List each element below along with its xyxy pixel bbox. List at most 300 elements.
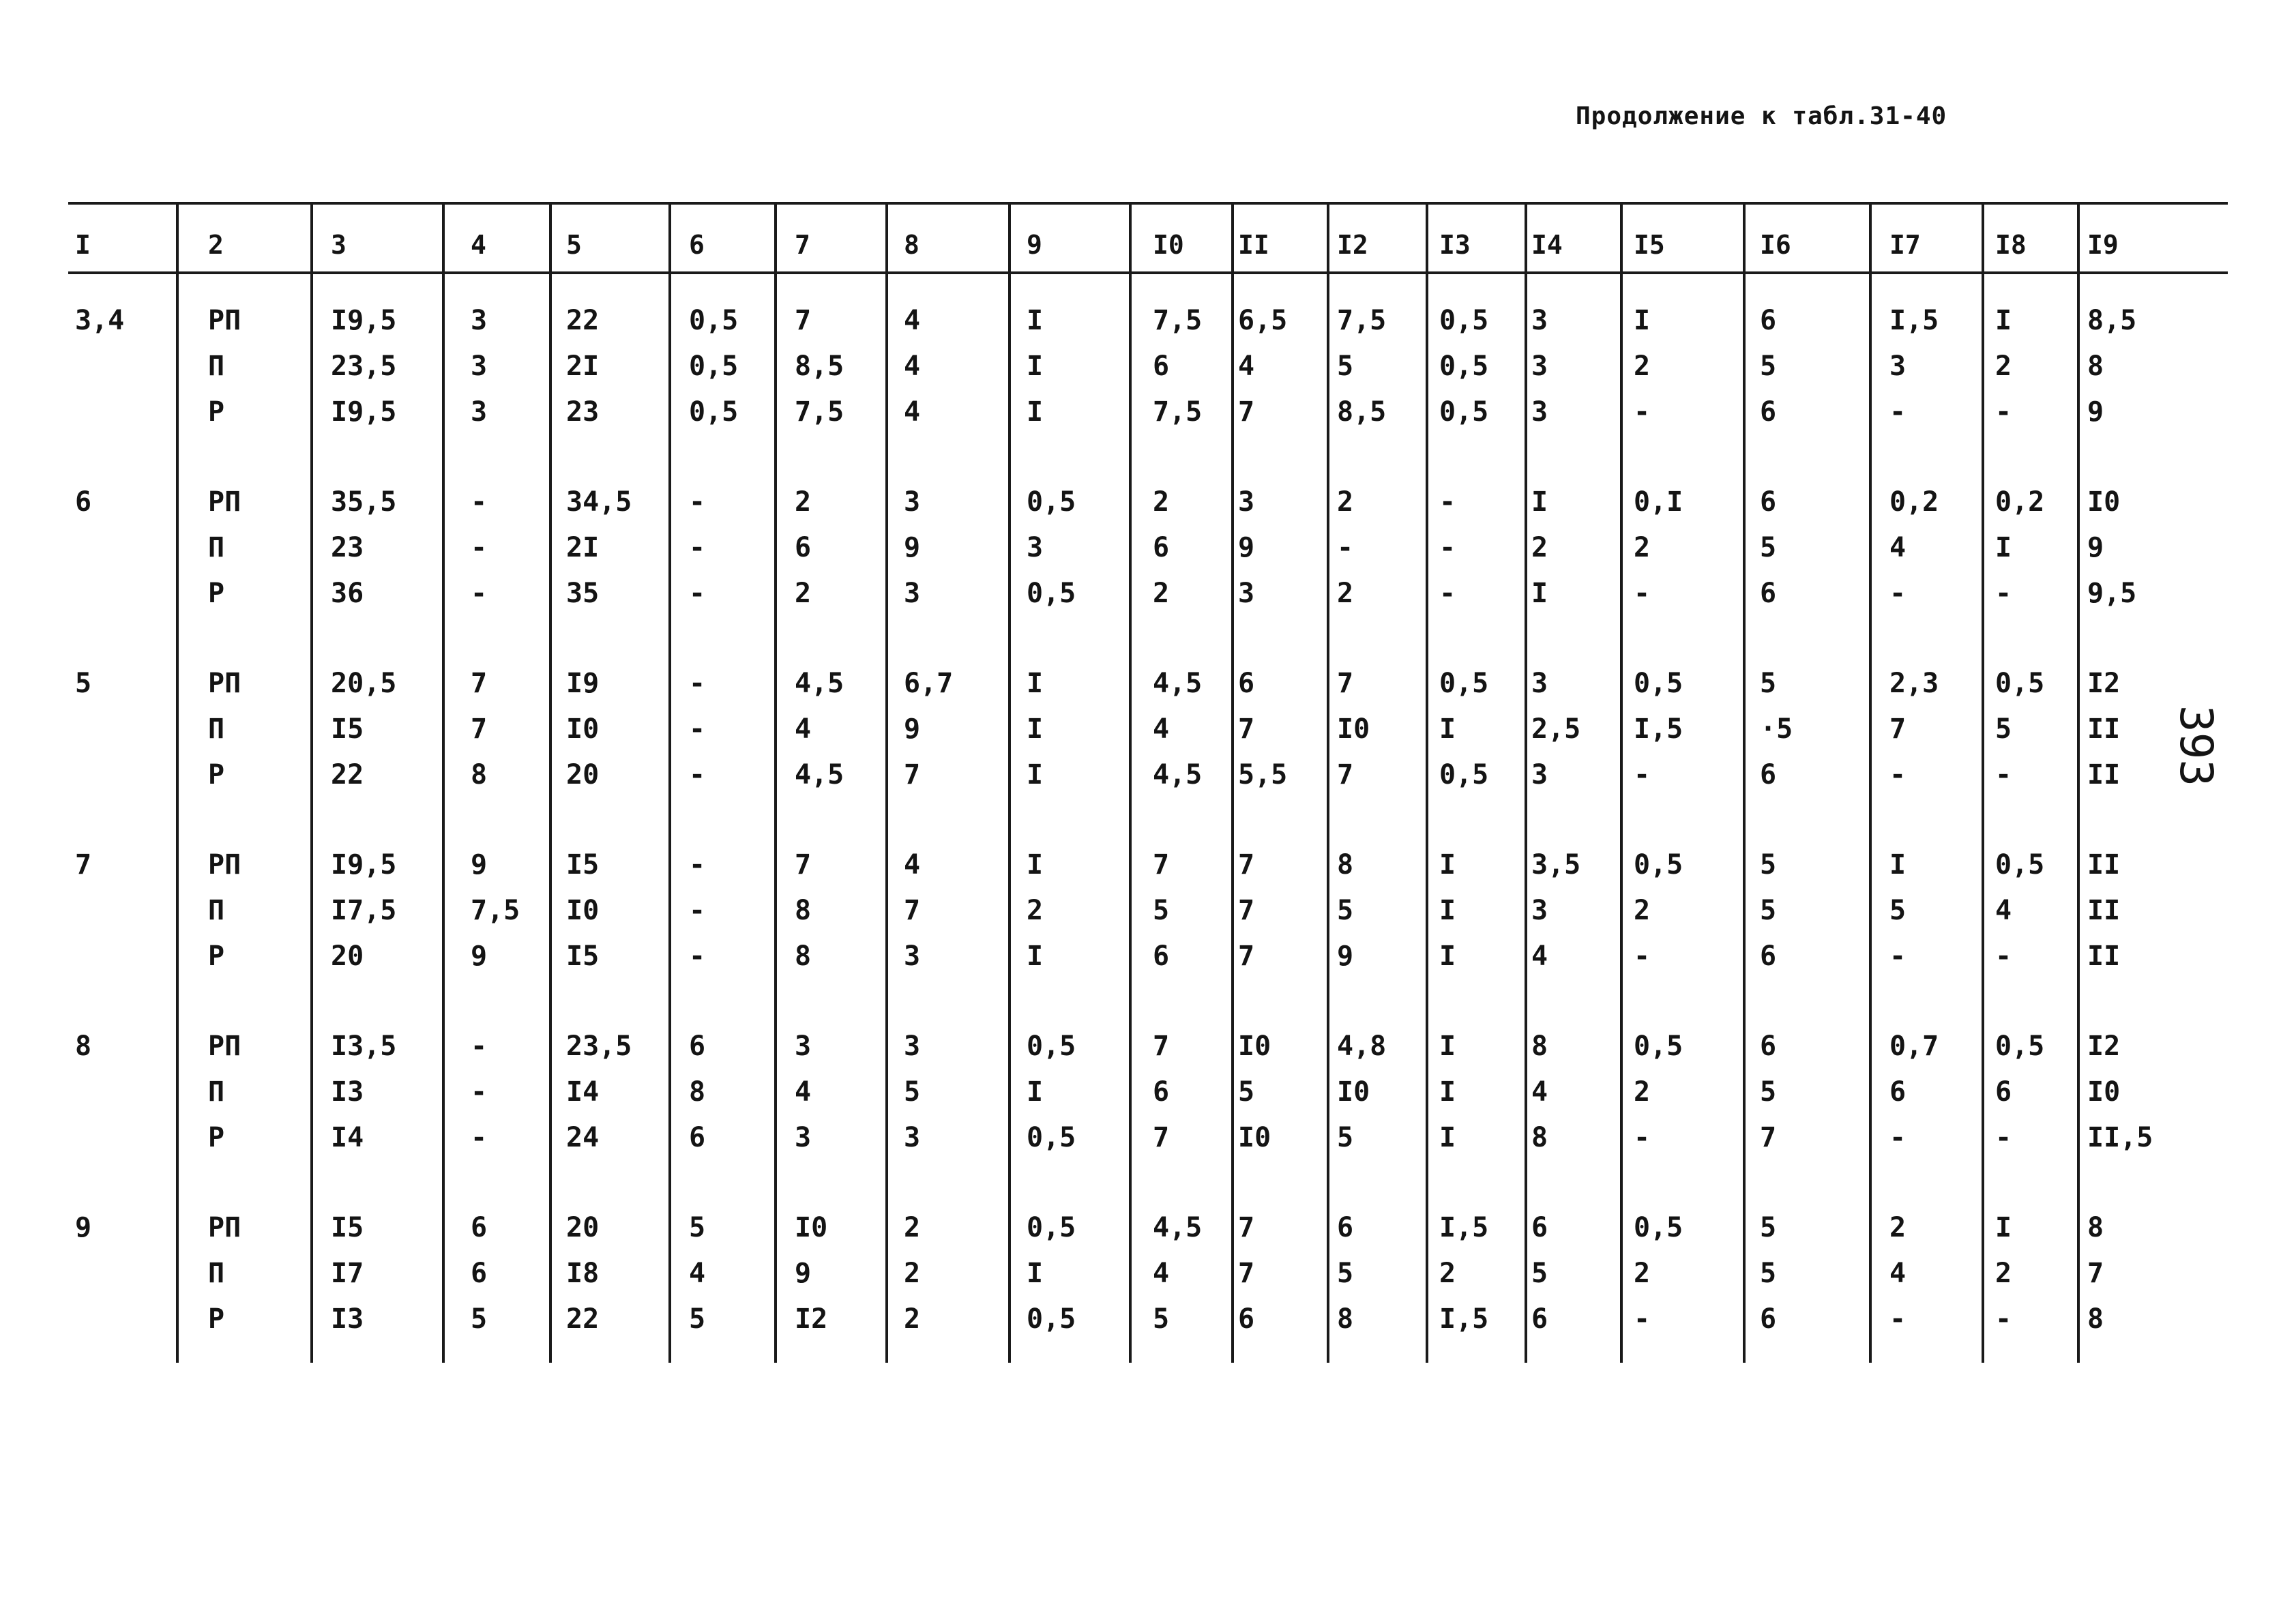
table-cell: 4 — [1889, 532, 1907, 563]
table-cell: I,5 — [1634, 713, 1683, 745]
table-cell: 9 — [471, 849, 488, 881]
table-cell: I9 — [566, 668, 600, 699]
table-cell: 5 — [1760, 668, 1777, 699]
table-cell: I — [1027, 713, 1044, 745]
header-bottom-rule — [68, 271, 2228, 274]
row-type: П — [208, 713, 225, 745]
table-cell: - — [689, 849, 706, 881]
table-cell: 6 — [471, 1258, 488, 1289]
table-cell: 5 — [904, 1076, 921, 1108]
table-cell: I — [1439, 1031, 1456, 1062]
table-cell: 5 — [1760, 895, 1777, 926]
table-cell: 7 — [1337, 759, 1354, 790]
table-cell: 5 — [1153, 895, 1170, 926]
table-cell: - — [1337, 532, 1354, 563]
column-divider — [176, 203, 179, 1363]
table-cell: - — [689, 532, 706, 563]
group-label: 6 — [75, 486, 92, 518]
column-divider — [1869, 203, 1872, 1363]
table-cell: 3 — [795, 1122, 812, 1153]
table-cell: 6,7 — [904, 668, 954, 699]
column-divider — [1231, 203, 1234, 1363]
table-cell: 7,5 — [1153, 305, 1203, 336]
table-cell: 3 — [1238, 578, 1255, 609]
table-cell: - — [1995, 396, 2012, 428]
table-cell: I — [1439, 895, 1456, 926]
table-cell: II — [2087, 713, 2121, 745]
table-cell: 22 — [566, 305, 600, 336]
table-cell: I8 — [566, 1258, 600, 1289]
table-cell: 7 — [1153, 1122, 1170, 1153]
table-cell: 0,2 — [1995, 486, 2045, 518]
group-label: 5 — [75, 668, 92, 699]
table-cell: 4 — [1531, 941, 1548, 972]
table-cell: - — [1439, 532, 1456, 563]
table-cell: 6 — [1889, 1076, 1907, 1108]
table-cell: 8 — [1337, 1303, 1354, 1335]
table-cell: I0 — [1337, 1076, 1370, 1108]
table-cell: I — [1439, 941, 1456, 972]
table-cell: I3,5 — [331, 1031, 397, 1062]
table-cell: 3,5 — [1531, 849, 1581, 881]
column-header: 4 — [471, 230, 486, 260]
table-cell: 6 — [1995, 1076, 2012, 1108]
table-cell: 7 — [1337, 668, 1354, 699]
table-cell: 7 — [1153, 849, 1170, 881]
column-header: 3 — [331, 230, 347, 260]
table-cell: 0,5 — [1027, 578, 1076, 609]
table-cell: 9 — [904, 713, 921, 745]
table-cell: 6 — [1238, 668, 1255, 699]
column-header: 8 — [904, 230, 919, 260]
table-cell: 0,5 — [1439, 305, 1489, 336]
table-cell: 7 — [1889, 713, 1907, 745]
table-cell: I7,5 — [331, 895, 397, 926]
table-cell: II — [2087, 941, 2121, 972]
table-cell: 0,5 — [1634, 1031, 1683, 1062]
table-cell: I,5 — [1889, 305, 1939, 336]
table-cell: 9 — [1337, 941, 1354, 972]
table-cell: 2 — [1337, 486, 1354, 518]
table-cell: 3 — [904, 941, 921, 972]
table-cell: I5 — [566, 849, 600, 881]
table-cell: 2 — [904, 1212, 921, 1243]
table-cell: 5 — [1337, 1122, 1354, 1153]
table-cell: 8 — [795, 895, 812, 926]
table-cell: II — [2087, 849, 2121, 881]
table-cell: 8 — [2087, 1303, 2104, 1335]
row-type: Р — [208, 1303, 225, 1335]
table-cell: I — [1027, 849, 1044, 881]
table-cell: 6 — [1238, 1303, 1255, 1335]
table-cell: - — [1889, 941, 1907, 972]
table-cell: 2I — [566, 351, 600, 382]
table-cell: 9 — [471, 941, 488, 972]
table-cell: I — [1439, 849, 1456, 881]
table-cell: 9,5 — [2087, 578, 2137, 609]
table-cell: 7,5 — [471, 895, 520, 926]
table-cell: 4 — [1531, 1076, 1548, 1108]
table-cell: 8 — [2087, 351, 2104, 382]
table-cell: 6 — [1531, 1212, 1548, 1243]
table-cell: I0 — [2087, 486, 2121, 518]
column-header: I9 — [2087, 230, 2119, 260]
table-cell: 6 — [795, 532, 812, 563]
row-type: П — [208, 351, 225, 382]
table-cell: I9,5 — [331, 849, 397, 881]
table-cell: - — [689, 895, 706, 926]
table-cell: 0,5 — [689, 351, 739, 382]
table-cell: 5 — [1531, 1258, 1548, 1289]
column-header: I4 — [1531, 230, 1563, 260]
table-cell: I — [1531, 578, 1548, 609]
table-cell: - — [1634, 759, 1651, 790]
table-cell: I2 — [2087, 1031, 2121, 1062]
table-cell: - — [1889, 1303, 1907, 1335]
table-cell: 8 — [1337, 849, 1354, 881]
table-cell: - — [471, 486, 488, 518]
table-cell: 7 — [1238, 849, 1255, 881]
row-type: Р — [208, 759, 225, 790]
table-cell: 2 — [1995, 1258, 2012, 1289]
table-cell: 35 — [566, 578, 600, 609]
table-cell: I — [1531, 486, 1548, 518]
table-cell: 4,5 — [795, 759, 844, 790]
table-cell: 4,5 — [1153, 759, 1203, 790]
column-divider — [549, 203, 552, 1363]
table-cell: 2 — [1634, 1258, 1651, 1289]
column-header: 9 — [1027, 230, 1042, 260]
table-cell: 2 — [1027, 895, 1044, 926]
column-header: I7 — [1889, 230, 1921, 260]
table-cell: 0,5 — [1027, 486, 1076, 518]
table-cell: 0,5 — [1027, 1122, 1076, 1153]
table-cell: 34,5 — [566, 486, 632, 518]
table-cell: 7 — [1238, 1212, 1255, 1243]
table-cell: I2 — [2087, 668, 2121, 699]
table-cell: 4,5 — [1153, 1212, 1203, 1243]
table-cell: I — [1027, 668, 1044, 699]
row-type: П — [208, 1076, 225, 1108]
table-cell: - — [689, 713, 706, 745]
page-number: 393 — [2170, 705, 2223, 787]
table-cell: I0 — [1238, 1031, 1271, 1062]
table-cell: 6 — [1760, 1031, 1777, 1062]
group-label: 3,4 — [75, 305, 125, 336]
row-type: Р — [208, 941, 225, 972]
table-cell: 8 — [1531, 1031, 1548, 1062]
table-cell: 5 — [1995, 713, 2012, 745]
table-cell: - — [1439, 578, 1456, 609]
table-cell: I,5 — [1439, 1212, 1489, 1243]
row-type: РП — [208, 668, 241, 699]
table-cell: 2 — [1995, 351, 2012, 382]
table-cell: 5 — [1760, 1258, 1777, 1289]
page-caption: Продолжение к табл.31-40 — [1576, 102, 1947, 130]
table-cell: 2 — [1337, 578, 1354, 609]
table-cell: I4 — [331, 1122, 364, 1153]
table-cell: 4 — [904, 849, 921, 881]
table-cell: 5 — [1889, 895, 1907, 926]
table-cell: 8 — [471, 759, 488, 790]
table-cell: 6 — [689, 1031, 706, 1062]
table-cell: 6 — [1337, 1212, 1354, 1243]
table-cell: 3 — [1531, 396, 1548, 428]
table-cell: 6 — [1760, 1303, 1777, 1335]
group-label: 8 — [75, 1031, 92, 1062]
table-cell: 4 — [1995, 895, 2012, 926]
table-cell: 3 — [471, 305, 488, 336]
table-cell: 5 — [1760, 1212, 1777, 1243]
table-cell: 23,5 — [331, 351, 397, 382]
table-cell: 2 — [795, 486, 812, 518]
table-cell: II,5 — [2087, 1122, 2153, 1153]
header-top-rule — [68, 202, 2228, 205]
table-cell: I0 — [566, 895, 600, 926]
table-cell: 9 — [2087, 532, 2104, 563]
table-cell: 0,5 — [1634, 1212, 1683, 1243]
table-cell: I — [1027, 351, 1044, 382]
table-cell: 4 — [1153, 1258, 1170, 1289]
table-cell: - — [1889, 578, 1907, 609]
table-cell: 8,5 — [795, 351, 844, 382]
table-cell: 4 — [795, 1076, 812, 1108]
column-header: I — [75, 230, 91, 260]
table-cell: 2,3 — [1889, 668, 1939, 699]
column-divider — [774, 203, 777, 1363]
table-cell: II — [2087, 895, 2121, 926]
table-cell: I0 — [566, 713, 600, 745]
table-cell: 3 — [1238, 486, 1255, 518]
table-cell: 7 — [1238, 941, 1255, 972]
table-cell: - — [689, 668, 706, 699]
table-cell: 3 — [471, 396, 488, 428]
table-cell: 6,5 — [1238, 305, 1288, 336]
table-cell: 7 — [2087, 1258, 2104, 1289]
table-cell: - — [1995, 759, 2012, 790]
table-cell: 4 — [795, 713, 812, 745]
table-cell: - — [1634, 396, 1651, 428]
table-cell: 24 — [566, 1122, 600, 1153]
table-cell: 7 — [1238, 1258, 1255, 1289]
table-cell: 2 — [795, 578, 812, 609]
table-cell: 5 — [471, 1303, 488, 1335]
table-cell: - — [689, 578, 706, 609]
table-cell: I — [1027, 1258, 1044, 1289]
table-cell: 6 — [1760, 396, 1777, 428]
row-type: Р — [208, 1122, 225, 1153]
table-cell: - — [471, 1122, 488, 1153]
table-cell: 3 — [1531, 759, 1548, 790]
table-cell: 6 — [1153, 532, 1170, 563]
table-cell: 23,5 — [566, 1031, 632, 1062]
table-cell: - — [1995, 1303, 2012, 1335]
table-cell: I — [1027, 941, 1044, 972]
table-cell: 7 — [1760, 1122, 1777, 1153]
table-cell: 3 — [1531, 305, 1548, 336]
table-cell: - — [689, 941, 706, 972]
column-divider — [1008, 203, 1011, 1363]
column-header: I0 — [1153, 230, 1184, 260]
table-cell: 6 — [1153, 941, 1170, 972]
table-cell: - — [1995, 578, 2012, 609]
table-cell: 9 — [2087, 396, 2104, 428]
table-cell: 0,7 — [1889, 1031, 1939, 1062]
column-divider — [2077, 203, 2080, 1363]
table-cell: I5 — [566, 941, 600, 972]
table-cell: 4 — [1153, 713, 1170, 745]
table-cell: - — [471, 1031, 488, 1062]
table-cell: 7,5 — [795, 396, 844, 428]
table-cell: 9 — [904, 532, 921, 563]
table-cell: 8,5 — [2087, 305, 2137, 336]
table-cell: 0,5 — [1634, 668, 1683, 699]
table-cell: 7 — [904, 895, 921, 926]
table-cell: 3 — [795, 1031, 812, 1062]
table-cell: 4,5 — [795, 668, 844, 699]
table-cell: 0,5 — [1995, 1031, 2045, 1062]
table-cell: 9 — [795, 1258, 812, 1289]
table-cell: 5 — [1760, 1076, 1777, 1108]
table-cell: 4 — [904, 396, 921, 428]
table-cell: I7 — [331, 1258, 364, 1289]
table-cell: 0,2 — [1889, 486, 1939, 518]
table-cell: I4 — [566, 1076, 600, 1108]
group-label: 7 — [75, 849, 92, 881]
table-cell: 20,5 — [331, 668, 397, 699]
table-cell: 0,5 — [689, 305, 739, 336]
table-cell: 7 — [1238, 895, 1255, 926]
table-cell: 2 — [904, 1303, 921, 1335]
column-divider — [310, 203, 313, 1363]
table-cell: 0,5 — [1439, 668, 1489, 699]
table-cell: 2I — [566, 532, 600, 563]
table-cell: 8 — [795, 941, 812, 972]
table-cell: I — [1634, 305, 1651, 336]
table-cell: I0 — [2087, 1076, 2121, 1108]
table-cell: 4 — [904, 305, 921, 336]
table-cell: 6 — [1153, 351, 1170, 382]
table-cell: 3 — [1531, 668, 1548, 699]
column-divider — [1982, 203, 1984, 1363]
table-cell: 2,5 — [1531, 713, 1581, 745]
table-cell: 3 — [1889, 351, 1907, 382]
table-cell: 23 — [331, 532, 364, 563]
table-cell: - — [1439, 486, 1456, 518]
table-cell: ·5 — [1760, 713, 1793, 745]
table-cell: 2 — [1531, 532, 1548, 563]
table-cell: 3 — [904, 1031, 921, 1062]
table-cell: 20 — [566, 1212, 600, 1243]
table-cell: - — [689, 486, 706, 518]
table-cell: 0,5 — [1439, 759, 1489, 790]
row-type: РП — [208, 849, 241, 881]
table-cell: 6 — [1760, 486, 1777, 518]
table-cell: 20 — [331, 941, 364, 972]
column-divider — [1426, 203, 1428, 1363]
table-cell: 8,5 — [1337, 396, 1387, 428]
table-cell: 35,5 — [331, 486, 397, 518]
table-cell: 8 — [1531, 1122, 1548, 1153]
row-type: РП — [208, 486, 241, 518]
table-cell: 6 — [471, 1212, 488, 1243]
table-cell: 0,5 — [1634, 849, 1683, 881]
column-divider — [1525, 203, 1527, 1363]
table-cell: II — [2087, 759, 2121, 790]
table-cell: 3 — [904, 486, 921, 518]
table-cell: 4 — [689, 1258, 706, 1289]
table-cell: 8 — [2087, 1212, 2104, 1243]
table-cell: 2 — [1634, 351, 1651, 382]
table-cell: 6 — [1760, 578, 1777, 609]
table-cell: - — [1634, 1303, 1651, 1335]
table-cell: 5 — [1337, 895, 1354, 926]
table-cell: - — [1889, 396, 1907, 428]
table-cell: 2 — [1634, 1076, 1651, 1108]
table-cell: 3 — [1027, 532, 1044, 563]
table-cell: I — [1439, 713, 1456, 745]
column-header: I2 — [1337, 230, 1368, 260]
column-header: 6 — [689, 230, 705, 260]
table-cell: 23 — [566, 396, 600, 428]
table-cell: I5 — [331, 713, 364, 745]
table-cell: - — [1889, 759, 1907, 790]
table-cell: 2 — [1153, 578, 1170, 609]
table-cell: 6 — [1760, 305, 1777, 336]
table-cell: 2 — [904, 1258, 921, 1289]
table-cell: 3 — [904, 578, 921, 609]
table-cell: 36 — [331, 578, 364, 609]
table-cell: 0,I — [1634, 486, 1683, 518]
column-divider — [1620, 203, 1623, 1363]
table-cell: 0,5 — [1995, 668, 2045, 699]
table-cell: 6 — [689, 1122, 706, 1153]
table-cell: 4,8 — [1337, 1031, 1387, 1062]
table-cell: 8 — [689, 1076, 706, 1108]
table-cell: 2 — [1439, 1258, 1456, 1289]
table-cell: 9 — [1238, 532, 1255, 563]
table-cell: 0,5 — [1027, 1212, 1076, 1243]
table-cell: I — [1439, 1076, 1456, 1108]
table-cell: I9,5 — [331, 305, 397, 336]
table-cell: 3 — [1531, 351, 1548, 382]
table-cell: 22 — [331, 759, 364, 790]
row-type: П — [208, 1258, 225, 1289]
table-cell: 0,5 — [1995, 849, 2045, 881]
table-cell: 2 — [1634, 532, 1651, 563]
table-cell: - — [1634, 1122, 1651, 1153]
table-cell: 7,5 — [1337, 305, 1387, 336]
table-cell: 2 — [1889, 1212, 1907, 1243]
column-divider — [668, 203, 671, 1363]
table-cell: I — [1995, 305, 2012, 336]
column-header: I3 — [1439, 230, 1471, 260]
table-cell: - — [1889, 1122, 1907, 1153]
table-cell: 5 — [1153, 1303, 1170, 1335]
table-cell: 7 — [1153, 1031, 1170, 1062]
table-cell: 0,5 — [1439, 351, 1489, 382]
table-cell: 5 — [1337, 351, 1354, 382]
table-cell: I9,5 — [331, 396, 397, 428]
table-cell: 5,5 — [1238, 759, 1288, 790]
column-header: 2 — [208, 230, 224, 260]
table-cell: 0,5 — [689, 396, 739, 428]
table-cell: 4,5 — [1153, 668, 1203, 699]
row-type: П — [208, 532, 225, 563]
table-cell: I,5 — [1439, 1303, 1489, 1335]
table-cell: 7 — [795, 849, 812, 881]
table-cell: I0 — [1337, 713, 1370, 745]
